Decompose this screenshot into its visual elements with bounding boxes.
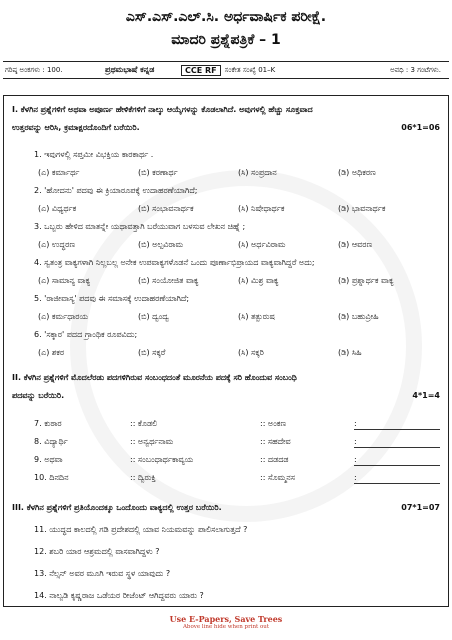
question-12: 12. ಶಬರಿ ಯಾರ ಆಶ್ರಮದಲ್ಲಿ ವಾಸವಾಗಿದ್ದಳು ?	[34, 547, 160, 556]
question-6: 6. 'ಸಕ್ಕಾರ' ಪದದ ಗ್ರಾಂಥಿಕ ರೂಪವಿದು;	[34, 330, 138, 339]
analogy-word-c: :: ದಡದಡ	[260, 455, 289, 464]
section1-heading-line2: ಉತ್ತರವನ್ನು ಆರಿಸಿ, ಕ್ರಮಾಕ್ಷರದೊಂದಿಗೆ ಬರೆಯಿರಿ.	[12, 123, 140, 132]
question-13: 13. ನೆಲ್ಸನ್ ಅವರ ಮೂಗಿ ಇರುವ ಸ್ಥಳ ಯಾವುದು ?	[34, 569, 171, 578]
option-b: (ಬಿ) ಅಲ್ಪವಿರಾಮ	[138, 240, 184, 249]
analogy-word-b: :: ಅನ್ವರ್ಥನಾಮ	[130, 437, 174, 446]
analogy-word-a: 7. ಕುಠಾರ	[34, 419, 62, 428]
question-1: 1. ಇವುಗಳಲ್ಲಿ ಸಪ್ತಮೀ ವಿಭಕ್ತಿಯ ಕಾರಕಾರ್ಥ .	[34, 150, 154, 159]
question-2-options	[38, 203, 440, 214]
section3-heading	[12, 502, 440, 514]
option-a: (ಎ) ಉದ್ಧರಣ	[38, 240, 76, 249]
analogy-word-b: :: ದ್ವಿರುಕ್ತಿ	[130, 473, 156, 482]
total-marks: ಗರಿಷ್ಠ ಅಂಕಗಳು : 100.	[5, 65, 63, 74]
analogy-word-c: :: ಅಂಕಣ	[260, 419, 287, 428]
option-b: (ಬಿ) ಕರಣಾರ್ಥ	[138, 168, 178, 177]
option-a: (ಎ) ಶಕರ	[38, 348, 65, 357]
analogy-answer-blank: :	[354, 436, 440, 448]
question-5-options	[38, 311, 440, 322]
option-b: (ಬಿ) ಸಕ್ಕರೆ	[138, 348, 166, 357]
code-badge: CCE RF	[181, 65, 221, 76]
option-a: (ಎ) ಕರ್ಮಧಾರಯ	[38, 312, 89, 321]
option-d: (ಡಿ) ಅಧಿಕರಣ	[338, 168, 376, 177]
option-a: (ಎ) ಕರ್ಮಾರ್ಥ	[38, 168, 80, 177]
analogy-item-7	[34, 418, 440, 430]
option-d: (ಡಿ) ಪ್ರಶ್ನಾರ್ಥಕ ವಾಕ್ಯ	[338, 276, 394, 285]
analogy-word-b: :: ಸಂಬಂಧಾರ್ಥಕಾವ್ಯಯ	[130, 455, 194, 464]
footer	[0, 614, 452, 631]
analogy-word-a: 10. ದಿನದಿನ	[34, 473, 69, 482]
section2-heading-line2: ಪದವನ್ನು ಬರೆಯಿರಿ.	[12, 391, 65, 400]
footer-note: Above line hide when print out	[182, 624, 270, 630]
paper-header	[0, 8, 452, 50]
subject-code: ಸಂಕೇತ ಸಂಖ್ಯೆ 01–K	[224, 65, 276, 74]
option-d: (ಡಿ) ಬಹುವ್ರೀಹಿ	[338, 312, 379, 321]
option-d: (ಡಿ) ಆವರಣ	[338, 240, 373, 249]
section2-heading-line1: II. ಕೆಳಗಿನ ಪ್ರಶ್ನೆಗಳಿಗೆ ಮೊದಲೆರಡು ಪದಗಳಿಗಿರುವ ಸಂಬಂಧದಂತೆ ಮೂರನೆಯ ಪದಕ್ಕೆ ಸರಿ ಹೊಂದುವ ಸಂಬಂಧಿ	[12, 373, 297, 382]
questions-box	[3, 95, 449, 607]
question-11: 11. ಯುದ್ಧದ ಕಾಲದಲ್ಲಿ ಗಡಿ ಪ್ರದೇಶದಲ್ಲಿ ಯಾವ ನಿಯಮವನ್ನು ಪಾಲಿಸಲಾಗುತ್ತದೆ ?	[34, 525, 248, 534]
section3-marks: 07*1=07	[401, 503, 440, 512]
paper-subtitle: ಮಾದರಿ ಪ್ರಶ್ನೆಪತ್ರಿಕೆ – 1	[171, 32, 281, 48]
section1-marks: 06*1=06	[401, 123, 440, 132]
analogy-item-8	[34, 436, 440, 448]
option-d: (ಡಿ) ಸಿಹಿ	[338, 348, 362, 357]
question-1-options	[38, 167, 440, 178]
analogy-answer-blank: :	[354, 454, 440, 466]
subject-name: ಪ್ರಥಮಭಾಷೆ ಕನ್ನಡ	[105, 65, 155, 74]
analogy-word-b: :: ಕೊಡಲಿ	[130, 419, 158, 428]
analogy-word-a: 9. ಅಥವಾ	[34, 455, 63, 464]
option-a: (ಎ) ವಿಧ್ಯರ್ಥಕ	[38, 204, 77, 213]
analogy-word-c: :: ಸಹದೇವ	[260, 437, 291, 446]
section1-heading	[12, 104, 440, 134]
option-c: (ಸಿ) ಸಂಪ್ರದಾನ	[238, 168, 277, 177]
option-c: (ಸಿ) ತತ್ಪುರುಷ	[238, 312, 275, 321]
analogy-answer-blank: :	[354, 472, 440, 484]
question-4: 4. ಸ್ವತಂತ್ರ ವಾಕ್ಯಗಳಾಗಿ ನಿಲ್ಲಬಲ್ಲ ಅನೇಕ ಉಪವಾಕ್ಯಗಳೊಡನೆ ಒಂದು ಪೂರ್ಣಾಭಿಪ್ರಾಯದ ವಾಕ್ಯವಾಗಿದ್ದರೆ ಅದು;	[34, 258, 315, 267]
section1-heading-line1: I. ಕೆಳಗಿನ ಪ್ರಶ್ನೆಗಳಿಗೆ ಅಥವಾ ಅಪೂರ್ಣ ಹೇಳಿಕೆಗಳಿಗೆ ನಾಲ್ಕು ಆಯ್ಕೆಗಳನ್ನು ಕೊಡಲಾಗಿದೆ. ಅವುಗಳಲ್ಲಿ ಹೆಚ್ಚು ಸೂಕ್ತವಾದ	[12, 105, 313, 114]
option-c: (ಸಿ) ಸಕ್ಕರಿ	[238, 348, 264, 357]
option-c: (ಸಿ) ನಿಷೇಧಾರ್ಥಕ	[238, 204, 285, 213]
question-3: 3. ಒಬ್ಬರು ಹೇಳಿದ ಮಾತನ್ನೇ ಯಥಾವತ್ತಾಗಿ ಬರೆಯುವಾಗ ಬಳಸುವ ಲೇಖನ ಚಿಹ್ನೆ ;	[34, 222, 246, 231]
question-5: 5. 'ರಾಜೀವಾಸ್ಯ' ಪದವು ಈ ಸಮಾಸಕ್ಕೆ ಉದಾಹರಣೆಯಾಗಿದೆ;	[34, 294, 190, 303]
analogy-item-10	[34, 472, 440, 484]
option-b: (ಬಿ) ದ್ವಂದ್ವ	[138, 312, 169, 321]
option-b: (ಬಿ) ಸಂಭಾವನಾರ್ಥಕ	[138, 204, 194, 213]
analogy-item-9	[34, 454, 440, 466]
question-14: 14. ನಾಲ್ವಡಿ ಕೃಷ್ಣರಾಜ ಒಡೆಯರ ರೀಜೆಂಟ್ ಆಗಿದ್ದವರು ಯಾರು ?	[34, 591, 204, 600]
question-4-options	[38, 275, 440, 286]
question-2: 2. 'ಹೋದನು' ಪದವು ಈ ಕ್ರಿಯಾರೂಪಕ್ಕೆ ಉದಾಹರಣೆಯಾಗಿದೆ;	[34, 186, 198, 195]
option-a: (ಎ) ಸಾಮಾನ್ಯ ವಾಕ್ಯ	[38, 276, 91, 285]
option-c: (ಸಿ) ಅರ್ಧವಿರಾಮ	[238, 240, 286, 249]
section2-marks: 4*1=4	[412, 391, 440, 400]
exam-title: ಎಸ್.ಎಸ್.ಎಲ್.ಸಿ. ಅರ್ಧವಾರ್ಷಿಕ ಪರೀಕ್ಷೆ.	[125, 9, 327, 25]
meta-row	[3, 61, 449, 79]
section2-heading	[12, 372, 440, 402]
question-6-options	[38, 347, 440, 358]
option-b: (ಬಿ) ಸಂಯೋಜಿತ ವಾಕ್ಯ	[138, 276, 199, 285]
section3-heading-line1: III. ಕೆಳಗಿನ ಪ್ರಶ್ನೆಗಳಿಗೆ ಪ್ರತಿಯೊಂದಕ್ಕೂ ಒಂದೊಂದು ವಾಕ್ಯದಲ್ಲಿ ಉತ್ತರ ಬರೆಯಿರಿ.	[12, 503, 222, 512]
analogy-answer-blank: :	[354, 418, 440, 430]
option-d: (ಡಿ) ಭಾವನಾರ್ಥಕ	[338, 204, 386, 213]
option-c: (ಸಿ) ಮಿಶ್ರ ವಾಕ್ಯ	[238, 276, 279, 285]
question-3-options	[38, 239, 440, 250]
footer-slogan: Use E-Papers, Save Trees	[169, 614, 283, 624]
duration: ಅವಧಿ : 3 ಗಂಟೆಗಳು.	[390, 65, 441, 74]
analogy-word-c: :: ಸೊಮ್ಮನಸ	[260, 473, 295, 482]
analogy-word-a: 8. ವಿದ್ಯಾರ್ಥಿ	[34, 437, 68, 446]
